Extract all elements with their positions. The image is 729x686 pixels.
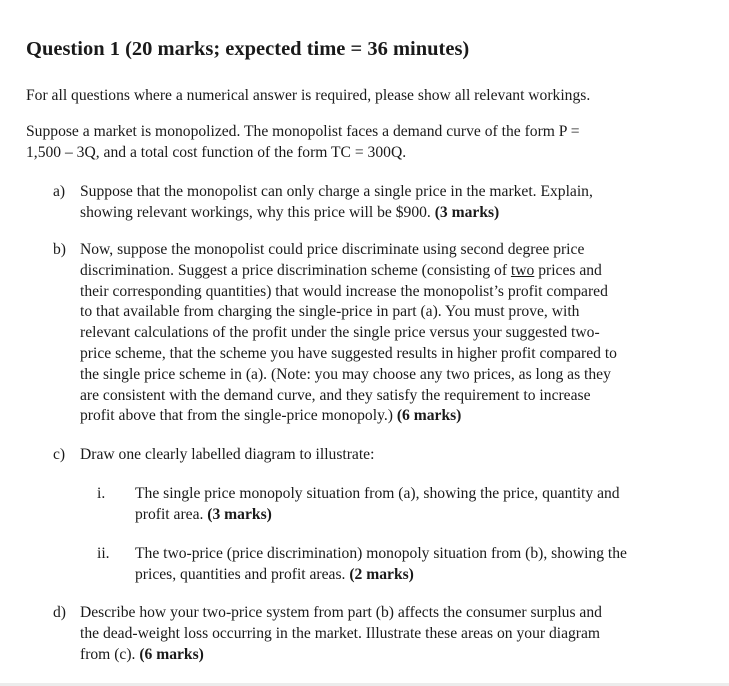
setup-line-2: 1,500 – 3Q, and a total cost function of the form TC = 300Q. — [26, 143, 407, 161]
part-b-line-4: to that available from charging the single-price in part (a). You must prove, with — [80, 303, 580, 321]
part-b-line-7: the single price scheme in (a). (Note: you may choose any two prices, as long as they — [80, 365, 611, 383]
part-a-line-2-text: showing relevant workings, why this price will be $900. — [80, 203, 435, 221]
part-b-line-2-before: discrimination. Suggest a price discrimination scheme (consisting of — [80, 261, 511, 279]
part-c-i-line-1: The single price monopoly situation from (a), showing the price, quantity and — [135, 485, 620, 502]
part-a-body — [80, 182, 593, 224]
part-c-i-line-2 — [135, 505, 620, 526]
part-b-line-9 — [80, 406, 617, 427]
setup-paragraph — [26, 122, 580, 164]
intro-text: For all questions where a numerical answer is required, please show all relevant workings. — [26, 87, 591, 104]
part-b-body — [80, 240, 617, 427]
part-b-line-3: their corresponding quantities) that would increase the monopolist’s profit compared — [80, 282, 608, 300]
part-c-ii-marks: (2 marks) — [349, 565, 414, 583]
part-d-label: d) — [53, 604, 66, 621]
part-b-line-1: Now, suppose the monopolist could price discriminate using second degree price — [80, 241, 585, 258]
part-c-i-marks: (3 marks) — [207, 505, 272, 523]
part-b-line-5: relevant calculations of the profit under the single price versus your suggested two- — [80, 324, 600, 342]
intro-paragraph — [26, 86, 590, 107]
part-d-line-2: the dead-weight loss occurring in the market. Illustrate these areas on your diagram — [80, 624, 601, 642]
part-c-ii-line-1: The two-price (price discrimination) monopoly situation from (b), showing the — [135, 545, 627, 562]
part-d-body — [80, 603, 602, 665]
part-a-marks: (3 marks) — [434, 203, 500, 221]
part-b-label: b) — [53, 241, 66, 258]
part-c-ii-label: ii. — [97, 545, 110, 562]
part-b-line-2-after: prices and — [534, 261, 602, 279]
part-c-i-line-2-text: profit area. — [135, 505, 208, 523]
part-b-line-8: are consistent with the demand curve, and they satisfy the requirement to increase — [80, 386, 591, 404]
part-c-body — [80, 445, 374, 466]
part-b-underlined-word: two — [510, 261, 535, 279]
part-b-line-9-text: profit above that from the single-price monopoly.) — [80, 407, 397, 425]
question-title: Question 1 (20 marks; expected time = 36 minutes) — [26, 38, 470, 60]
part-d-line-3-text: from (c). — [80, 645, 140, 663]
part-a-label: a) — [53, 183, 66, 200]
part-c-ii-body — [135, 544, 627, 586]
part-c-ii-line-2-text: prices, quantities and profit areas. — [135, 565, 350, 583]
part-a-line-1: Suppose that the monopolist can only charge a single price in the market. Explain, — [80, 183, 593, 200]
part-d-line-1: Describe how your two-price system from part (b) affects the consumer surplus and — [80, 604, 602, 621]
part-b-marks: (6 marks) — [396, 407, 462, 425]
part-b-line-6: price scheme, that the scheme you have suggested results in higher profit compared to — [80, 344, 617, 362]
part-d-marks: (6 marks) — [139, 645, 204, 663]
setup-line-1: Suppose a market is monopolized. The monopolist faces a demand curve of the form P = — [26, 123, 580, 140]
part-c-line-1: Draw one clearly labelled diagram to illustrate: — [80, 446, 375, 463]
part-c-i-body — [135, 484, 620, 526]
part-c-label: c) — [53, 446, 66, 463]
part-a-line-2 — [80, 203, 593, 224]
part-c-ii-line-2 — [135, 565, 627, 586]
part-b-line-2 — [80, 261, 617, 282]
part-c-i-label: i. — [97, 485, 106, 502]
part-d-line-3 — [80, 645, 602, 666]
